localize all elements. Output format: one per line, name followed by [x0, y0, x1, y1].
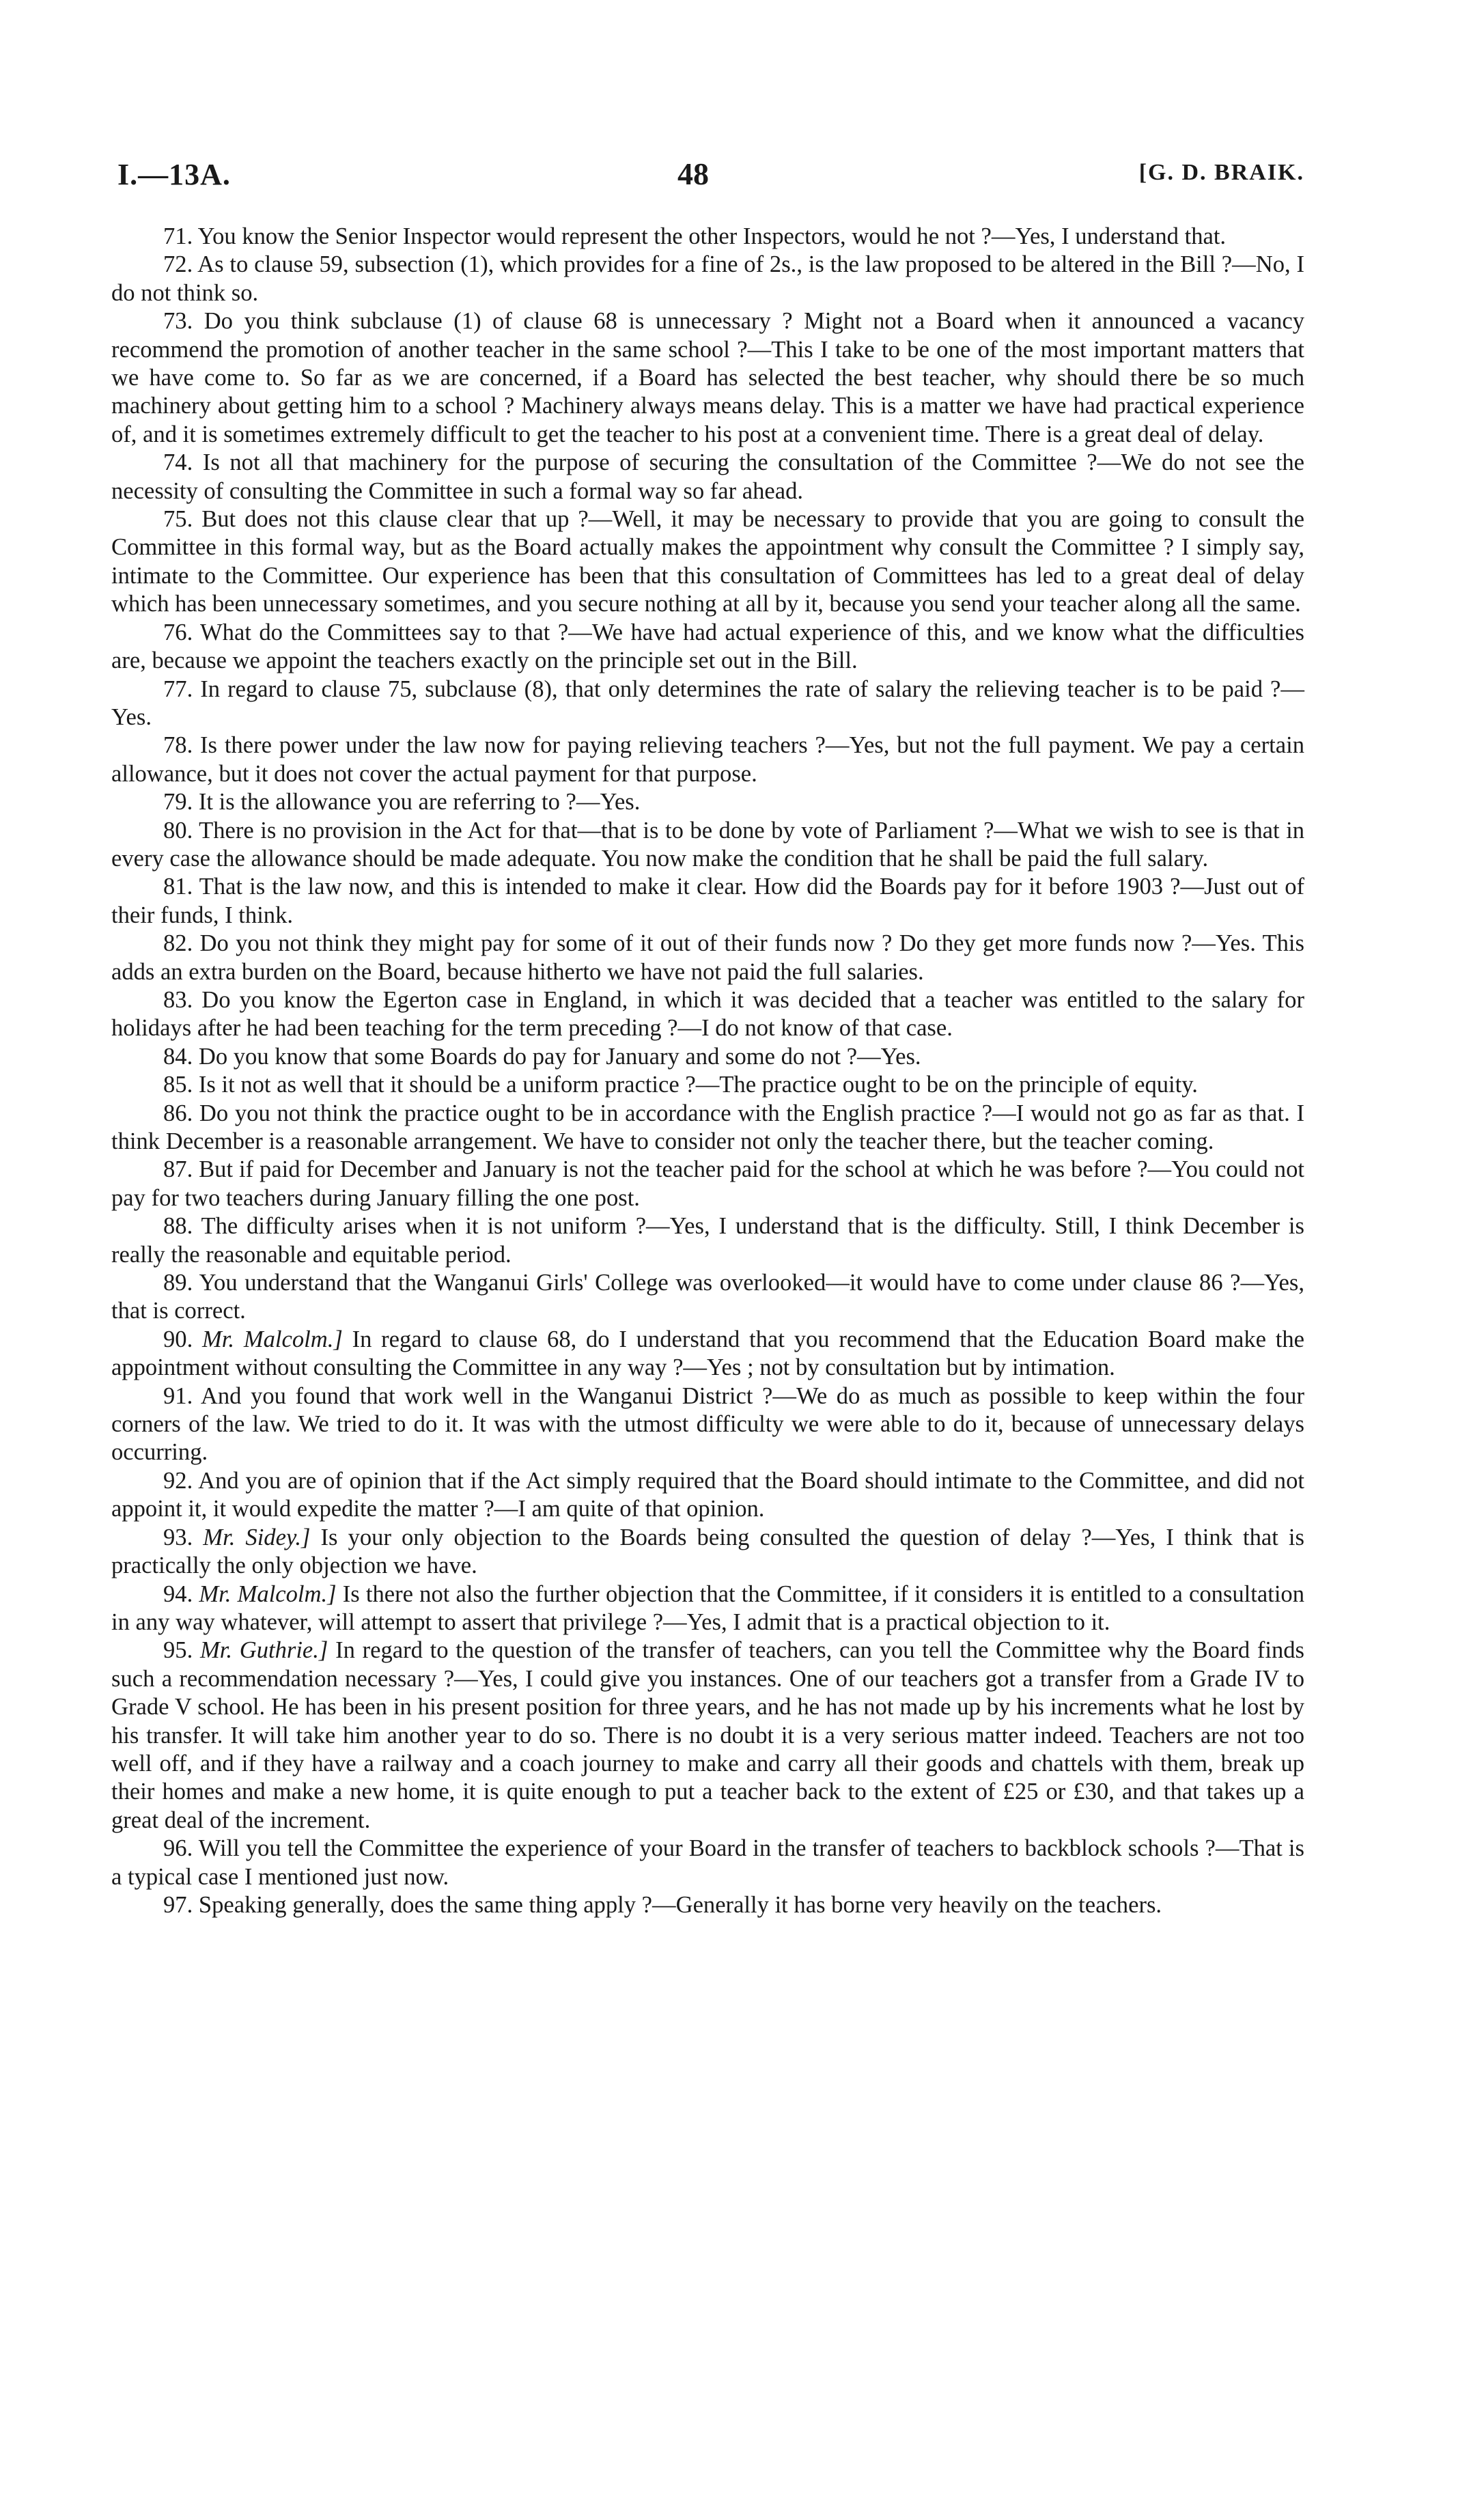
speaker-name: Mr. Sidey.]	[203, 1524, 311, 1550]
question-81: 81. That is the law now, and this is intended to make it clear. How did the Boards pay for it before 1903 ?—Just out of their funds, I think.	[111, 874, 1304, 928]
question-89: 89. You understand that the Wanganui Girls' College was overlooked—it would have to come under clause 86 ?—Yes, that is correct.	[111, 1270, 1304, 1324]
question-77: 77. In regard to clause 75, subclause (8), that only determines the rate of salary the relieving teacher is to be paid ?—Yes.	[111, 676, 1304, 730]
question-body: Is there not also the further objection that the Committee, if it considers it is entitled to a consultation in any way whatever, will attempt to assert that privilege ?—Yes, I admit that is a practical objection to it.	[111, 1580, 1304, 1635]
question-number: 90.	[163, 1326, 202, 1352]
question-85: 85. Is it not as well that it should be a uniform practice ?—The practice ought to be on the principle of equity.	[163, 1072, 1198, 1098]
question-number: 95.	[163, 1637, 200, 1664]
question-97: 97. Speaking generally, does the same thing apply ?—Generally it has borne very heavily on the teachers.	[163, 1891, 1162, 1918]
question-84: 84. Do you know that some Boards do pay for January and some do not ?—Yes.	[163, 1043, 921, 1070]
page-header	[117, 157, 1304, 198]
paper-reference: I.—13A.	[117, 158, 231, 191]
question-83: 83. Do you know the Egerton case in England, in which it was decided that a teacher was entitled to the salary for holidays after he had been teaching for the term preceding ?—I do not know of that case.	[111, 986, 1304, 1042]
question-95	[111, 1637, 1304, 1835]
question-80: 80. There is no provision in the Act for that—that is to be done by vote of Parliament ?—What we wish to see is that in every case the allowance should be made adequate. You now make the condition that he shall be paid the full salary.	[111, 817, 1304, 872]
question-76: 76. What do the Committees say to that ?—We have had actual experience of this, and we know what the difficulties are, because we appoint the teachers exactly on the principle set out in the Bill.	[111, 619, 1304, 674]
question-93	[111, 1524, 1304, 1580]
question-92: 92. And you are of opinion that if the Act simply required that the Board should intimate to the Committee, and did not appoint it, it would expedite the matter ?—I am quite of that opinion.	[111, 1467, 1304, 1522]
evidence-text	[111, 223, 1304, 1919]
speaker-name: Mr. Malcolm.]	[201, 1326, 343, 1352]
speaker-name: Mr. Malcolm.]	[199, 1580, 337, 1607]
question-82: 82. Do you not think they might pay for some of it out of their funds now ? Do they get more funds now ?—Yes. This adds an extra burden on the Board, because hitherto we have not paid the full salaries.	[111, 930, 1304, 985]
question-75: 75. But does not this clause clear that up ?—Well, it may be necessary to provide that you are going to consult the Committee in this formal way, but as the Board actually makes the appointment why consult the Committee ? I simply say, intimate to the Committee. Our experience has been that this consultation of Committees has led to a great deal of delay which has been unnecessary sometimes, and you secure nothing at all by it, because you send your teacher along all the same.	[111, 506, 1304, 617]
question-88: 88. The difficulty arises when it is not uniform ?—Yes, I understand that is the difficulty. Still, I think December is really the reasonable and equitable period.	[111, 1213, 1304, 1268]
question-78: 78. Is there power under the law now for paying relieving teachers ?—Yes, but not the full payment. We pay a certain allowance, but it does not cover the actual payment for that purpose.	[111, 732, 1304, 787]
question-96: 96. Will you tell the Committee the experience of your Board in the transfer of teachers to backblock schools ?—That is a typical case I mentioned just now.	[111, 1835, 1304, 1890]
question-body: In regard to the question of the transfer of teachers, can you tell the Committee why the Board finds such a recommendation necessary ?—Yes, I could give you instances. One of our teachers got a transfer from a Grade IV to Grade V school. He has been in his present position for three years, and he has not made up by his increments what he lost by his transfer. It will take him another year to do so. There is no doubt it is a very serious matter indeed. Teachers are not too well off, and if they have a railway and a coach journey to make and carry all their goods and chattels with them, break up their homes and make a new home, it is quite enough to put a teacher back to the extent of £25 or £30, and that takes up a great deal of the increment.	[111, 1637, 1304, 1833]
question-74: 74. Is not all that machinery for the purpose of securing the consultation of the Committee ?—We do not see the necessity of consulting the Committee in such a formal way so far ahead.	[111, 449, 1304, 504]
question-72: 72. As to clause 59, subsection (1), which provides for a fine of 2s., is the law proposed to be altered in the Bill ?—No, I do not think so.	[111, 251, 1304, 306]
question-number: 93.	[163, 1524, 204, 1550]
question-71: 71. You know the Senior Inspector would represent the other Inspectors, would he not ?—Yes, I understand that.	[163, 223, 1227, 249]
question-94	[111, 1580, 1304, 1637]
question-90	[111, 1326, 1304, 1382]
question-number: 94.	[163, 1580, 199, 1607]
question-87: 87. But if paid for December and January is not the teacher paid for the school at which he was before ?—You could not pay for two teachers during January filling the one post.	[111, 1156, 1304, 1211]
speaker-name: Mr. Guthrie.]	[199, 1637, 328, 1664]
question-91: 91. And you found that work well in the Wanganui District ?—We do as much as possible to keep within the four corners of the law. We tried to do it. It was with the utmost difficulty we were able to do it, because of unnecessary delays occurring.	[111, 1382, 1304, 1466]
question-body: In regard to clause 68, do I understand that you recommend that the Education Board make the appointment without consulting the Committee in any way ?—Yes ; not by consultation but by intimation.	[111, 1326, 1305, 1381]
page-number: 48	[677, 156, 709, 191]
question-86: 86. Do you not think the practice ought to be in accordance with the English practice ?—I would not go as far as that. I think December is a reasonable arrangement. We have to consider not only the teacher there, but the teacher coming.	[111, 1100, 1304, 1154]
question-body: Is your only objection to the Boards being consulted the question of delay ?—Yes, I think that is practically the only objection we have.	[111, 1524, 1304, 1579]
witness-name: [G. D. BRAIK.	[1138, 160, 1304, 185]
question-73: 73. Do you think subclause (1) of clause 68 is unnecessary ? Might not a Board when it announced a vacancy recommend the promotion of another teacher in the same school ?—This I take to be one of the most important matters that we have come to. So far as we are concerned, if a Board has selected the best teacher, why should there be so much machinery about getting him to a school ? Machinery always means delay. This is a matter we have had practical experience of, and it is sometimes extremely difficult to get the teacher to his post at a convenient time. There is a great deal of delay.	[111, 308, 1304, 447]
question-79: 79. It is the allowance you are referring to ?—Yes.	[163, 789, 641, 816]
